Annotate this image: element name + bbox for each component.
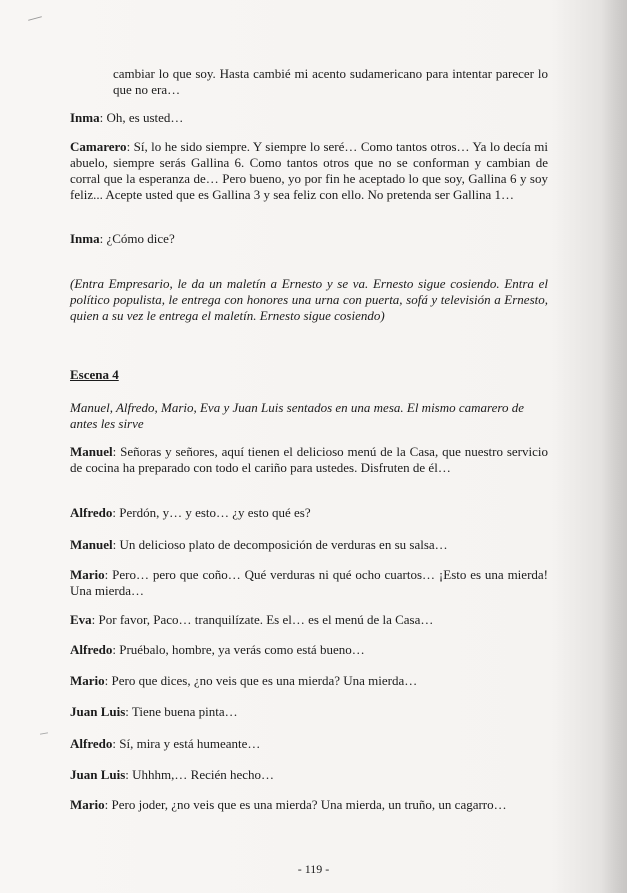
dialogue-line [70, 642, 548, 658]
speaker-name: Camarero [70, 139, 127, 154]
dialogue-text: : Perdón, y… y esto… ¿y esto qué es? [112, 505, 311, 520]
dialogue-text: : Sí, mira y está humeante… [112, 736, 261, 751]
dialogue-text: : Tiene buena pinta… [125, 704, 238, 719]
speaker-name: Inma [70, 110, 100, 125]
speaker-name: Inma [70, 231, 100, 246]
dialogue-text: : Señoras y señores, aquí tienen el delicioso menú de la Casa, que nuestro servicio de cocina ha preparado con todo el cariño para ustedes. Disfruten de él… [70, 444, 548, 475]
speaker-name: Eva [70, 612, 92, 627]
speaker-name: Alfredo [70, 642, 113, 657]
dialogue-line [70, 231, 548, 247]
speaker-name: Alfredo [70, 736, 113, 751]
scan-mark [40, 732, 48, 734]
scan-mark [28, 16, 42, 21]
dialogue-text: : Un delicioso plato de decomposición de verduras en su salsa… [112, 537, 448, 552]
dialogue-text: : Uhhhm,… Recién hecho… [125, 767, 275, 782]
dialogue-line [70, 736, 548, 752]
dialogue-line [70, 612, 548, 628]
page-edge-shadow [601, 0, 627, 893]
speaker-name: Mario [70, 797, 105, 812]
dialogue-line [70, 444, 548, 476]
speaker-name: Mario [70, 673, 105, 688]
stage-direction: (Entra Empresario, le da un maletín a Ernesto y se va. Ernesto sigue cosiendo. Entra el político populista, le entrega con honores una urna con puerta, sofá y televisión a Ernesto, quien a su vez le entrega el maletín. Ernesto sigue cosiendo) [70, 276, 548, 323]
dialogue-line [70, 567, 548, 599]
dialogue-line [70, 673, 548, 689]
dialogue-text: : Pruébalo, hombre, ya verás como está bueno… [112, 642, 365, 657]
dialogue-line [70, 505, 548, 521]
speaker-name: Juan Luis [70, 704, 126, 719]
speaker-name: Manuel [70, 444, 113, 459]
stage-direction: Manuel, Alfredo, Mario, Eva y Juan Luis sentados en una mesa. El mismo camarero de antes les sirve [70, 400, 524, 431]
dialogue-text: : Por favor, Paco… tranquilízate. Es el… es el menú de la Casa… [91, 612, 434, 627]
dialogue-text: : Pero que dices, ¿no veis que es una mierda? Una mierda… [104, 673, 418, 688]
dialogue-text: : Pero joder, ¿no veis que es una mierda? Una mierda, un truño, un cagarro… [104, 797, 507, 812]
speaker-name: Mario [70, 567, 105, 582]
dialogue-text: : Oh, es usted… [99, 110, 184, 125]
page-number: - 119 - [297, 862, 330, 876]
dialogue-line [70, 797, 548, 813]
dialogue-continuation: cambiar lo que soy. Hasta cambié mi acento sudamericano para intentar parecer lo que no era… [113, 66, 548, 97]
dialogue-text: : Sí, lo he sido siempre. Y siempre lo seré… Como tantos otros… Ya lo decía mi abuelo, siempre serás Gallina 6. Como tantos otros que no se conforman y cambian de corral que la esperanza de… Pero bueno, yo por fin he aceptado lo que soy, Gallina 6 y soy feliz... Acepte usted que es Gallina 3 y sea feliz con ello. No pretenda ser Gallina 1… [70, 139, 548, 202]
dialogue-line [70, 139, 548, 203]
dialogue-text: : ¿Cómo dice? [99, 231, 175, 246]
speaker-name: Alfredo [70, 505, 113, 520]
dialogue-text: : Pero… pero que coño… Qué verduras ni qué ocho cuartos… ¡Esto es una mierda! Una mierda… [70, 567, 548, 598]
dialogue-line [70, 767, 548, 783]
scene-heading: Escena 4 [70, 367, 119, 382]
speaker-name: Juan Luis [70, 767, 126, 782]
dialogue-line [70, 110, 548, 126]
dialogue-line [70, 704, 548, 720]
dialogue-line [70, 537, 548, 553]
speaker-name: Manuel [70, 537, 113, 552]
